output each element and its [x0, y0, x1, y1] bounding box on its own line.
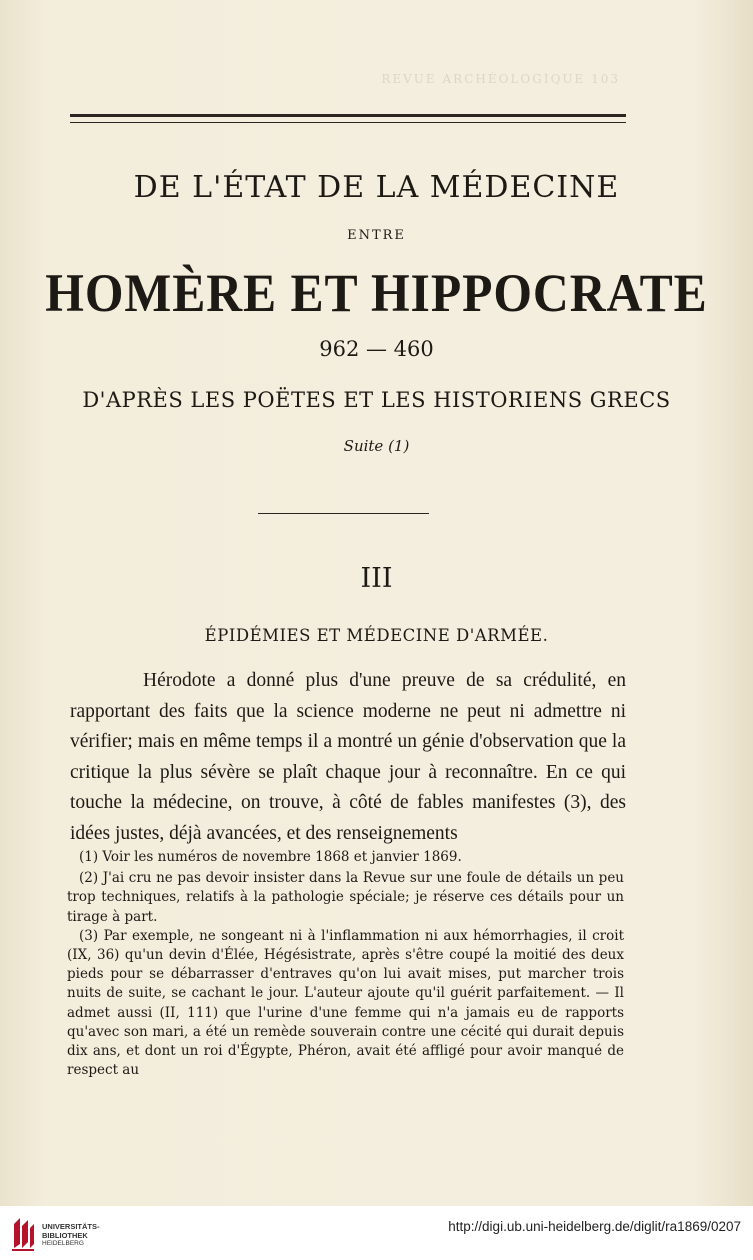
section-heading: ÉPIDÉMIES ET MÉDECINE D'ARMÉE.	[204, 626, 549, 645]
footnote-1: (1) Voir les numéros de novembre 1868 et janvier 1869.	[79, 849, 462, 865]
ub-heidelberg-logo-icon	[10, 1214, 36, 1252]
source-url-link[interactable]: http://digi.ub.uni-heidelberg.de/diglit/ra1869/0207	[448, 1219, 741, 1234]
title-main: HOMÈRE ET HIPPOCRATE	[45, 263, 708, 323]
institution-name: UNIVERSITÄTS- BIBLIOTHEK HEIDELBERG	[42, 1222, 100, 1247]
title-line2: ENTRE	[347, 228, 406, 243]
header-rule-thick	[70, 114, 626, 117]
footnote-2: (2) J'ai cru ne pas devoir insister dans la Revue sur une foule de détails un peu trop techniques, relatifs à la pathologie spéciale; je réserve ces détails pour un tirage à part.	[67, 870, 624, 925]
header-rule-thin	[70, 122, 626, 123]
viewer-footer	[0, 1206, 753, 1260]
running-head-bleedthrough: REVUE ARCHÉOLOGIQUE 103	[381, 72, 620, 86]
body-paragraph: Hérodote a donné plus d'une preuve de sa crédulité, en rapportant des faits que la science moderne ne peut ni admettre ni vérifier; mais en même temps il a montré un génie d'observation que la critique la plus sévère se plaît chaque jour à reconnaître. En ce qui touche la médecine, on trouve, à côté de fables manifestes (3), des idées justes, déjà avancées, et des renseignements	[70, 670, 626, 844]
title-subtitle: D'APRÈS LES POËTES ET LES HISTORIENS GRECS	[82, 388, 671, 412]
title-dates: 962 — 460	[319, 337, 434, 361]
section-number: III	[360, 563, 393, 594]
title-line1: DE L'ÉTAT DE LA MÉDECINE	[133, 170, 620, 205]
footnotes	[67, 848, 624, 1080]
title-suite: Suite (1)	[343, 437, 410, 455]
footnote-3: (3) Par exemple, ne songeant ni à l'inflammation ni aux hémorrhagies, il croit (IX, 36) qu'un devin d'Élée, Hégésistrate, après s'être coupé la moitié des deux pieds pour se débarrasser d'entraves qu'on lui avait mises, put marcher trois nuits de suite, se cachant le jour. L'auteur ajoute qu'il guérit parfaitement. — Il admet aussi (II, 111) que l'urine d'une femme qui n'a jamais eu de rapports qu'avec son mari, a été un remède souverain contre une cécité qui durait depuis dix ans, et dont un roi d'Égypte, Phéron, avait été affligé pour avoir manqué de respect au	[67, 927, 624, 1079]
section-divider	[258, 513, 429, 514]
